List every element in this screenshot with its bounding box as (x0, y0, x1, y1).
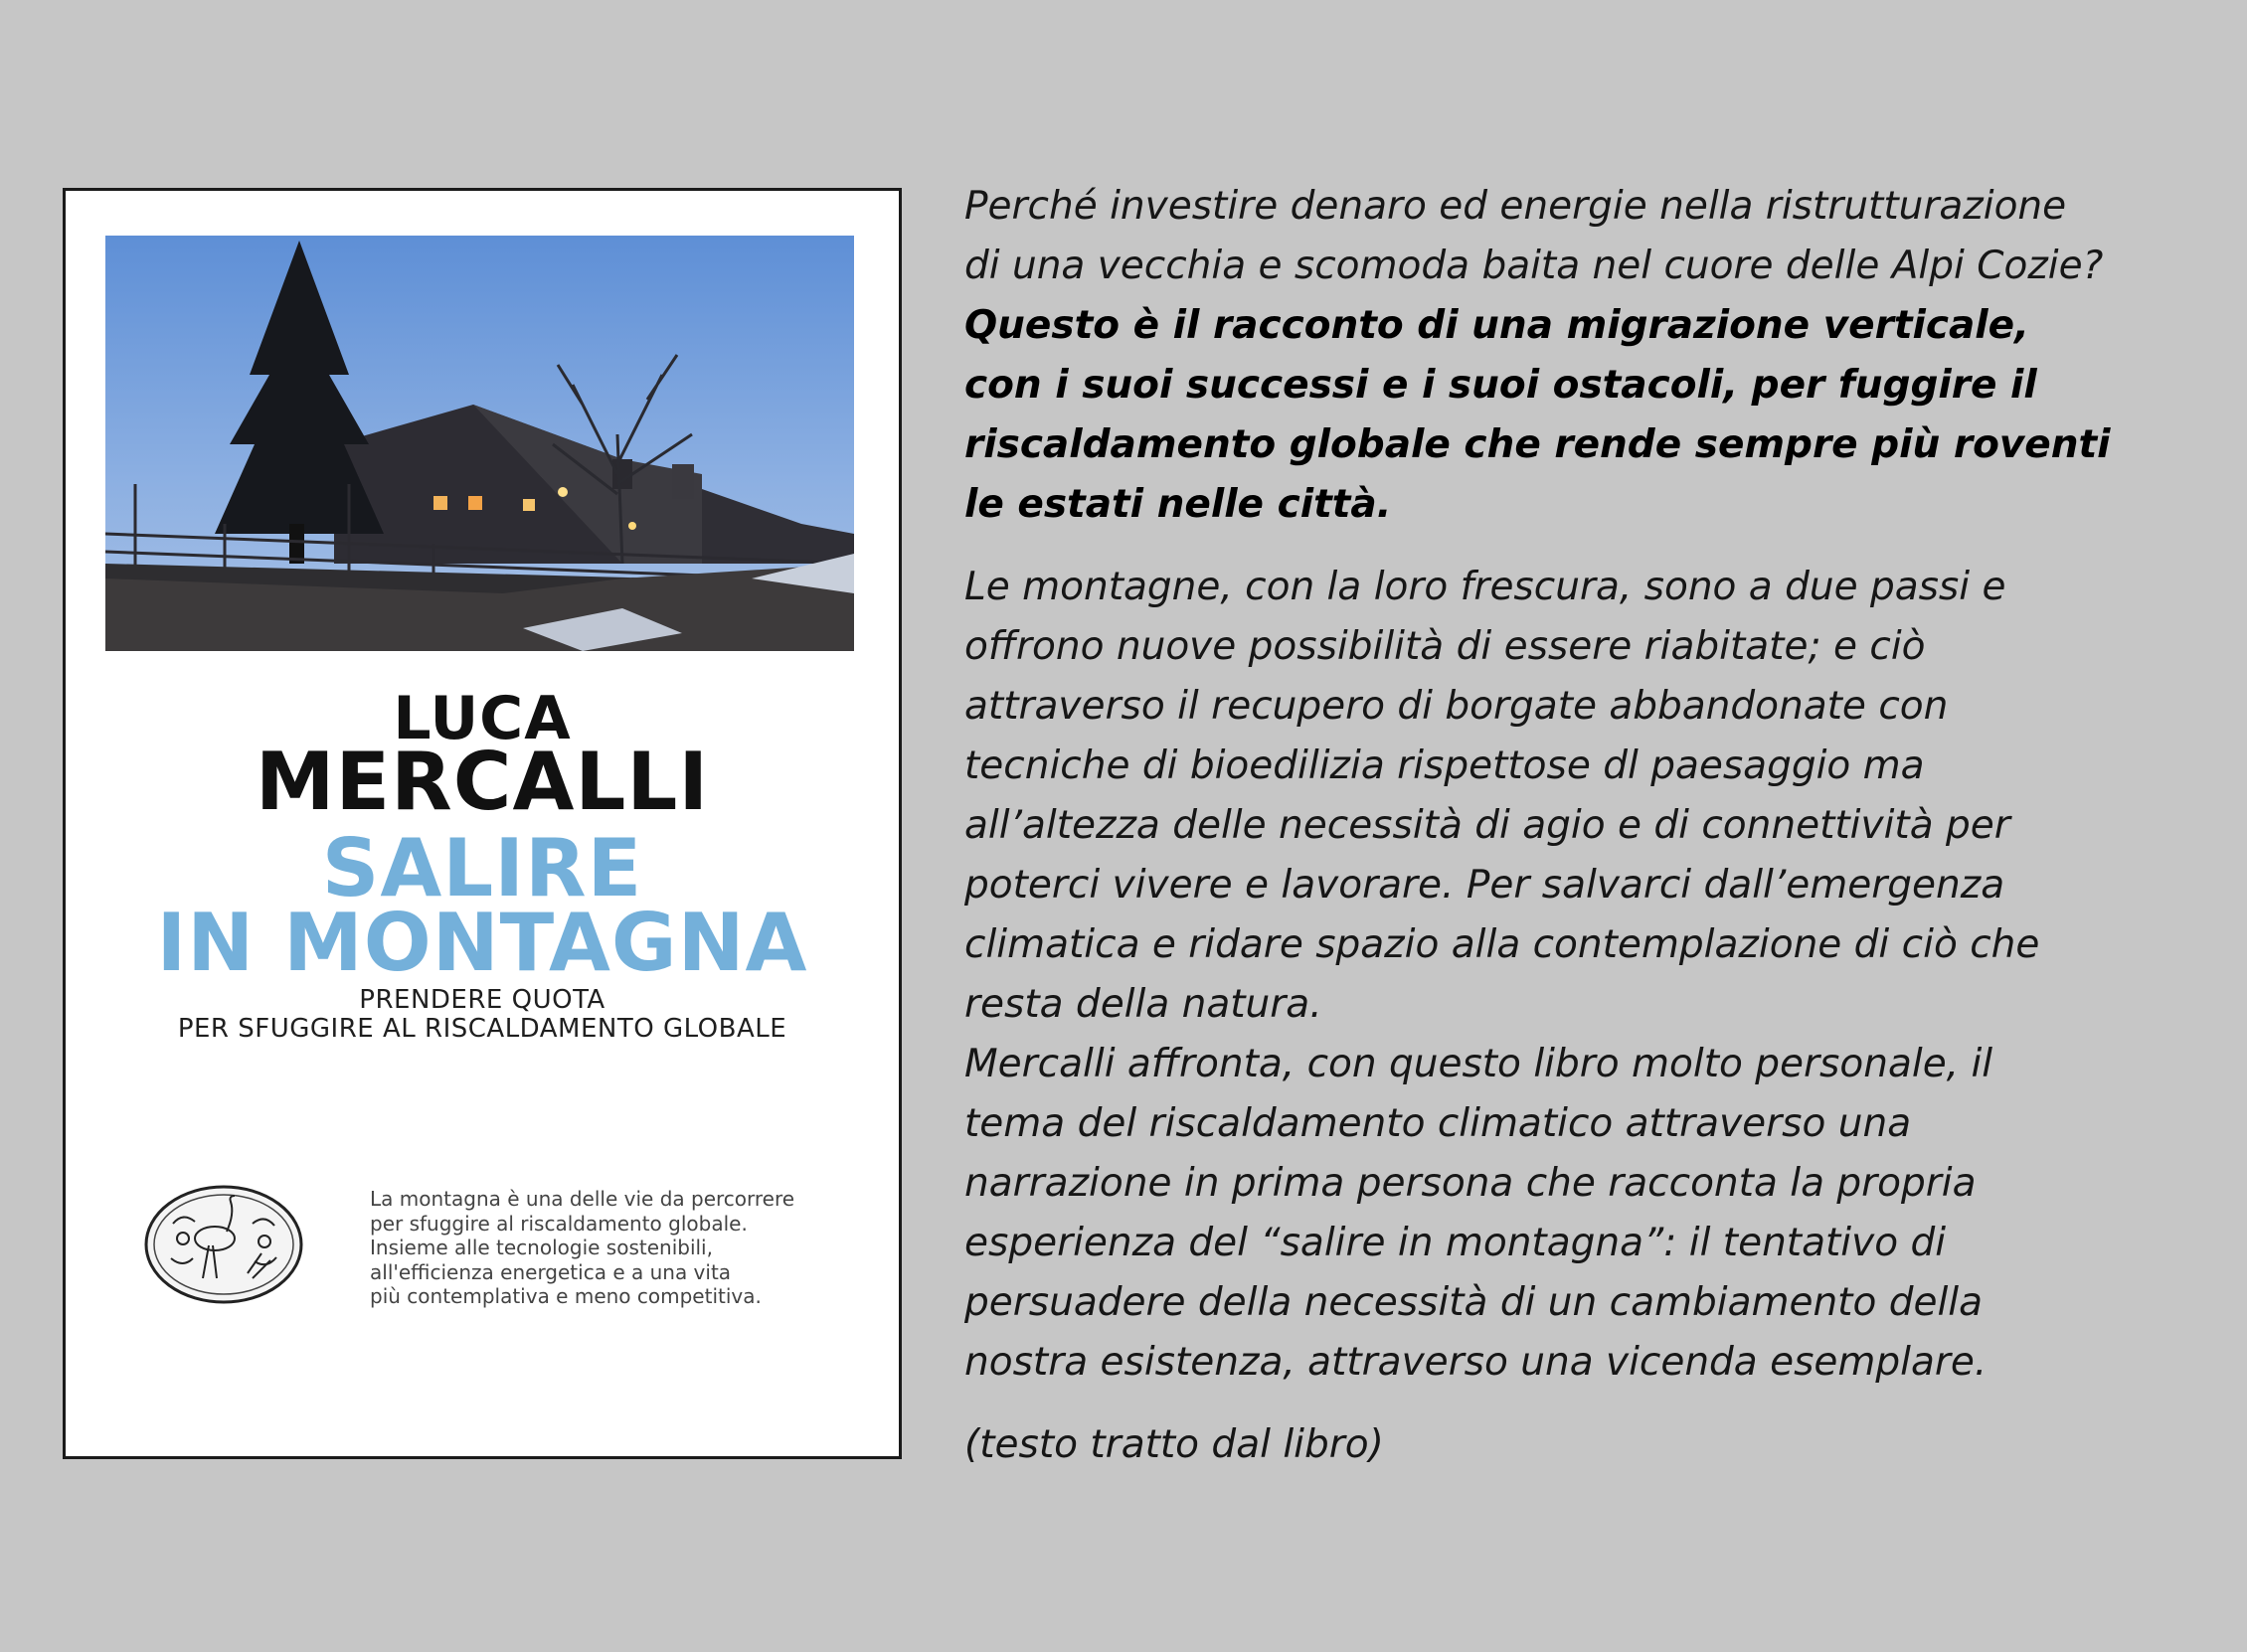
body-line: Mercalli affronta, con questo libro molto personale, il (964, 1042, 1993, 1086)
highlight-line: con i suoi successi e i suoi ostacoli, per fuggire il (964, 363, 2037, 408)
body-line: tecniche di bioedilizia rispettose dl paesaggio ma (964, 743, 1925, 788)
paragraph-gap (964, 535, 2227, 558)
body-line: resta della natura. (964, 982, 1322, 1027)
cover-blurb-line: per sfuggire al riscaldamento globale. (370, 1211, 748, 1236)
body-line: persuadere della necessità di un cambiamento della (964, 1280, 1984, 1325)
body-line: Le montagne, con la loro frescura, sono a due passi e (964, 565, 2006, 609)
body-line: narrazione in prima persona che racconta la propria (964, 1161, 1977, 1206)
cover-blurb-line: all'efficienza energetica e a una vita (370, 1259, 732, 1284)
cover-title-line-1: SALIRE (321, 822, 643, 914)
cover-photo-mountain-hut (105, 236, 854, 651)
cover-subtitle-line-1: PRENDERE QUOTA (359, 985, 605, 1015)
highlight-line: riscaldamento globale che rende sempre più roventi (964, 422, 2111, 467)
body-line: nostra esistenza, attraverso una vicenda esemplare. (964, 1340, 1988, 1385)
book-cover (63, 188, 902, 1459)
cover-blurb (370, 1187, 827, 1309)
body-line: all’altezza delle necessità di agio e di connettività per (964, 803, 2010, 848)
intro-line: di una vecchia e scomoda baita nel cuore delle Alpi Cozie? (964, 244, 2104, 288)
cover-blurb-line: Insieme alle tecnologie sostenibili, (370, 1236, 713, 1259)
cover-title-line-2: IN MONTAGNA (156, 897, 808, 989)
highlight-line: Questo è il racconto di una migrazione verticale, (964, 303, 2029, 348)
body-line: tema del riscaldamento climatico attraverso una (964, 1101, 1912, 1146)
source-note: (testo tratto dal libro) (964, 1422, 1384, 1467)
cover-subtitle-line-2: PER SFUGGIRE AL RISCALDAMENTO GLOBALE (177, 1014, 787, 1044)
cover-blurb-line: La montagna è una delle vie da percorrere (370, 1187, 795, 1211)
cover-blurb-line: più contemplativa e meno competitiva. (370, 1284, 762, 1308)
publisher-ostrich-emblem-icon (143, 1184, 304, 1305)
intro-line: Perché investire denaro ed energie nella ristrutturazione (964, 184, 2067, 229)
cover-author-last-name: MERCALLI (255, 736, 710, 828)
highlight-line: le estati nelle città. (964, 482, 1392, 527)
body-line: poterci vivere e lavorare. Per salvarci dall’emergenza (964, 863, 2005, 908)
book-description (964, 177, 2227, 1475)
body-line: attraverso il recupero di borgate abbandonate con (964, 684, 1949, 729)
body-line: esperienza del “salire in montagna”: il tentativo di (964, 1221, 1947, 1265)
cover-author-first-name: LUCA (393, 684, 572, 753)
paragraph-gap (964, 1393, 2227, 1415)
body-line: climatica e ridare spazio alla contemplazione di ciò che (964, 922, 2040, 967)
body-line: offrono nuove possibilità di essere riabitate; e ciò (964, 624, 1926, 669)
